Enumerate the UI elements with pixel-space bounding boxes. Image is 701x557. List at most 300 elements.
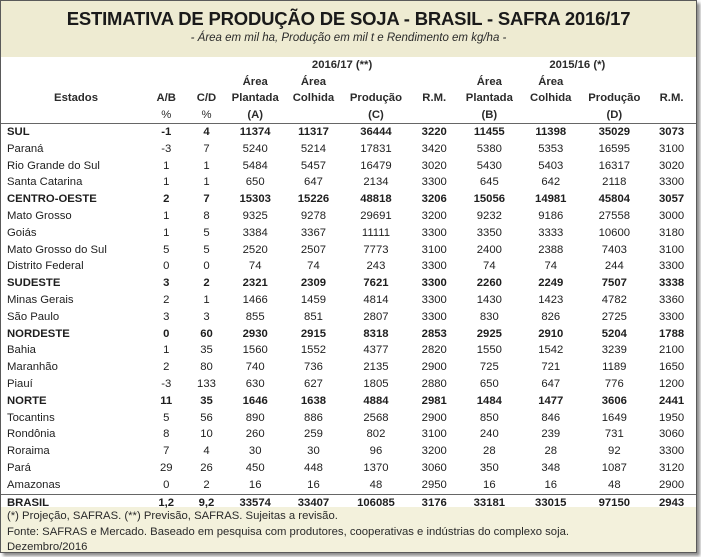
cell-rm: 2853 (421, 327, 447, 340)
table-body (1, 124, 696, 512)
cell-ap2: 1430 (476, 293, 502, 306)
state-name: NORTE (7, 394, 47, 407)
cell-ac: 1459 (300, 293, 327, 306)
header-prev-plantada-sym: (B) (459, 106, 520, 124)
cell-ac: 627 (304, 377, 323, 390)
cell-ac: 5457 (300, 159, 327, 172)
title-block (1, 1, 696, 57)
cell-cd: 10 (200, 428, 213, 441)
cell-pr: 16479 (360, 159, 392, 172)
cell-ap: 2930 (242, 327, 268, 340)
header-colhida-prev: Colhida (530, 92, 572, 104)
cell-cd: 3 (203, 310, 210, 323)
state-name: Mato Grosso do Sul (7, 243, 107, 256)
cell-pr: 36444 (360, 126, 392, 138)
header-rm-prev: R.M. (659, 92, 684, 104)
cell-rm: 3206 (421, 193, 447, 206)
cell-ap2: 2925 (476, 327, 502, 340)
cell-ap: 260 (245, 428, 265, 441)
cell-ap2: 3350 (476, 226, 502, 239)
cell-pr: 96 (369, 445, 383, 458)
cell-ac2: 9186 (538, 209, 564, 222)
cell-pr2: 1189 (602, 361, 627, 374)
cell-ac2: 2910 (538, 327, 564, 340)
cell-ab: 1 (163, 159, 170, 172)
cell-pr: 4884 (363, 394, 389, 407)
region-row (1, 393, 696, 410)
cell-pr2: 45804 (598, 193, 631, 206)
table-row (1, 258, 696, 275)
cell-rm2: 3300 (659, 260, 685, 273)
cell-pr: 29691 (360, 209, 392, 222)
cell-rm: 3300 (421, 310, 447, 323)
cell-ab: 5 (163, 411, 170, 424)
cell-ab: 7 (163, 445, 170, 458)
cell-ap2: 830 (479, 310, 499, 323)
footnotes (1, 507, 696, 553)
cell-ac2: 642 (541, 176, 561, 189)
cell-ac: 647 (304, 176, 323, 189)
cell-ap: 3384 (242, 226, 268, 239)
cell-ac2: 239 (541, 428, 561, 441)
cell-pr: 2134 (363, 176, 389, 189)
cell-ap: 855 (245, 310, 265, 323)
cell-ac: 16 (307, 478, 320, 491)
cell-ac: 736 (304, 361, 323, 374)
cell-ac2: 846 (541, 411, 561, 424)
cell-ap: 650 (245, 176, 265, 189)
cell-pr2: 2725 (601, 310, 627, 323)
state-name: Minas Gerais (7, 293, 74, 306)
cell-ap2: 1484 (476, 394, 502, 407)
cell-rm2: 2441 (659, 394, 685, 407)
cell-pr: 243 (366, 260, 386, 273)
cell-ap: 630 (245, 377, 265, 390)
cell-rm2: 1950 (659, 411, 685, 424)
header-producao-prev: Produção (588, 92, 641, 104)
cell-pr: 802 (366, 428, 386, 441)
cell-ap: 11374 (239, 126, 271, 138)
state-name: Rio Grande do Sul (7, 159, 100, 172)
cell-ac: 33407 (285, 494, 342, 511)
cell-rm2: 2100 (659, 344, 685, 357)
cell-ac2: 5403 (538, 159, 564, 172)
cell-ap: 2520 (242, 243, 268, 256)
cell-rm: 3300 (421, 277, 447, 290)
cell-rm2: 3300 (659, 176, 685, 189)
table-row (1, 242, 696, 259)
cell-ac2: 2388 (538, 243, 564, 256)
cell-rm: 3200 (421, 445, 447, 458)
cell-ac: 886 (304, 411, 323, 424)
group-header-current: 2016/17 (**) (311, 59, 373, 71)
cell-ap2: 15056 (473, 193, 506, 206)
state-name: Tocantins (7, 411, 55, 424)
cell-pr: 8318 (363, 327, 389, 340)
cell-ap: 1466 (242, 293, 268, 306)
cell-ap: 9325 (242, 209, 268, 222)
cell-ab: 3 (163, 277, 170, 290)
cell-ap: 16 (248, 478, 262, 491)
cell-pr2: 16595 (598, 142, 631, 155)
cell-rm: 3220 (421, 126, 447, 138)
cell-rm2: 3120 (659, 461, 685, 474)
cell-cd: 35 (200, 344, 213, 357)
cell-ac2: 2249 (538, 277, 564, 290)
cell-cd: 5 (203, 226, 210, 239)
cell-cd: 80 (200, 361, 213, 374)
cell-ab: 1,2 (145, 494, 187, 511)
cell-ap: 5484 (242, 159, 268, 172)
cell-pr2: 5204 (601, 327, 627, 340)
cell-ap: 2321 (242, 277, 268, 290)
cell-cd: 1 (203, 293, 210, 306)
cell-cd: 1 (203, 176, 210, 189)
cell-ap2: 645 (479, 176, 499, 189)
header-producao-sym: (C) (342, 106, 410, 124)
table-header (1, 57, 696, 124)
cell-ab: 8 (163, 428, 170, 441)
header-estados: Estados (54, 92, 98, 104)
cell-rm: 2820 (421, 344, 447, 357)
cell-ap: 450 (245, 461, 265, 474)
cell-ap2: 2400 (476, 243, 502, 256)
cell-ac: 5214 (300, 142, 327, 155)
cell-ac2: 1542 (538, 344, 564, 357)
cell-ap2: 2260 (476, 277, 502, 290)
header-empty (1, 57, 145, 74)
cell-cd: 2 (203, 478, 210, 491)
cell-ap2: 74 (483, 260, 496, 273)
cell-pr2: 16317 (598, 159, 631, 172)
region-row (1, 191, 696, 208)
header-rm: R.M. (422, 92, 447, 104)
cell-ap2: 650 (479, 377, 499, 390)
cell-cd: 60 (200, 327, 213, 340)
cell-cd: 7 (203, 142, 210, 155)
cell-rm2: 3020 (659, 159, 685, 172)
cell-ac2: 647 (541, 377, 561, 390)
header-plantada-prev: Plantada (465, 92, 513, 104)
cell-rm: 3300 (421, 176, 447, 189)
cell-ap2: 350 (479, 461, 499, 474)
cell-ab: 3 (163, 310, 170, 323)
region-row (1, 326, 696, 343)
cell-cd: 4 (203, 445, 210, 458)
table-row (1, 426, 696, 443)
header-ab-unit: % (145, 106, 187, 124)
cell-pr: 7773 (363, 243, 389, 256)
cell-ap2: 240 (479, 428, 499, 441)
cell-ab: -1 (161, 126, 172, 138)
cell-rm: 3060 (421, 461, 447, 474)
cell-rm: 3300 (421, 260, 447, 273)
cell-cd: 26 (200, 461, 213, 474)
header-colhida: Colhida (292, 92, 335, 104)
header-area-word: Área (476, 76, 502, 88)
table-row (1, 158, 696, 175)
header-producao: Produção (349, 92, 402, 104)
cell-rm: 3300 (421, 293, 447, 306)
table-row (1, 174, 696, 191)
cell-rm2: 1788 (659, 327, 685, 340)
cell-rm2: 1200 (659, 377, 685, 390)
cell-ac: 15226 (297, 193, 330, 206)
cell-pr2: 2118 (602, 176, 627, 189)
cell-pr2: 1087 (601, 461, 627, 474)
cell-ac2: 1477 (538, 394, 564, 407)
state-name: Roraima (7, 445, 50, 458)
cell-pr: 48 (369, 478, 383, 491)
state-name: BRASIL (1, 494, 145, 511)
cell-ab: 0 (163, 260, 170, 273)
state-name: CENTRO-OESTE (7, 193, 97, 206)
cell-cd: 1 (203, 159, 210, 172)
state-name: Santa Catarina (7, 176, 83, 189)
cell-ap2: 5430 (476, 159, 502, 172)
header-cd-unit: % (187, 106, 225, 124)
cell-ac: 30 (307, 445, 320, 458)
cell-ac2: 14981 (535, 193, 567, 206)
cell-rm: 3100 (421, 428, 447, 441)
cell-pr: 4814 (363, 293, 389, 306)
state-name: Paraná (7, 142, 44, 155)
cell-pr2: 3606 (601, 394, 627, 407)
state-name: Mato Grosso (7, 209, 72, 222)
header-ab: A/B (156, 92, 176, 104)
cell-ac: 2915 (300, 327, 327, 340)
cell-pr2: 10600 (598, 226, 631, 239)
cell-ab: 1 (163, 176, 170, 189)
cell-cd: 7 (203, 193, 210, 206)
cell-cd: 0 (203, 260, 210, 273)
cell-ap2: 725 (479, 361, 499, 374)
cell-cd: 4 (203, 126, 210, 138)
table-row (1, 477, 696, 494)
cell-rm: 3176 (410, 494, 459, 511)
cell-ap: 5240 (242, 142, 268, 155)
cell-ap2: 11455 (473, 126, 505, 138)
table-row (1, 141, 696, 158)
header-plantada-sym: (A) (226, 106, 285, 124)
cell-pr2: 27558 (598, 209, 631, 222)
state-name: NORDESTE (7, 327, 70, 340)
state-name: Bahia (7, 344, 36, 357)
header-area-word: Área (242, 76, 268, 88)
header-area-word: Área (300, 76, 327, 88)
cell-cd: 35 (200, 394, 213, 407)
cell-ac2: 721 (541, 361, 561, 374)
cell-pr: 106085 (342, 494, 410, 511)
cell-pr2: 97150 (581, 494, 647, 511)
group-header-previous: 2015/16 (*) (549, 59, 606, 71)
cell-rm: 3200 (421, 209, 447, 222)
cell-ab: 29 (159, 461, 173, 474)
cell-rm2: 1650 (659, 361, 685, 374)
cell-ab: 2 (163, 361, 170, 374)
cell-pr: 1805 (363, 377, 389, 390)
cell-pr: 1370 (363, 461, 389, 474)
footnote-date: Dezembro/2016 (7, 541, 88, 553)
cell-ap2: 9232 (476, 209, 502, 222)
cell-pr: 2807 (363, 310, 389, 323)
cell-ac: 11317 (298, 126, 329, 138)
cell-ap2: 33181 (459, 494, 520, 511)
state-name: SUL (7, 126, 30, 138)
cell-pr: 2135 (363, 361, 389, 374)
cell-rm2: 3100 (659, 243, 685, 256)
cell-ac2: 33015 (520, 494, 581, 511)
cell-rm2: 3300 (659, 310, 685, 323)
cell-ac: 1552 (300, 344, 327, 357)
cell-ab: 2 (163, 193, 170, 206)
cell-rm: 2900 (421, 361, 447, 374)
cell-rm2: 3180 (659, 226, 685, 239)
cell-pr: 11111 (361, 226, 390, 239)
state-name: SUDESTE (7, 277, 61, 290)
table-area (1, 57, 696, 507)
cell-cd: 133 (197, 377, 216, 390)
cell-ac2: 5353 (538, 142, 564, 155)
cell-ap: 1560 (242, 344, 268, 357)
cell-ap2: 5380 (476, 142, 502, 155)
header-prev-producao-sym: (D) (581, 106, 647, 124)
state-name: Rondônia (7, 428, 56, 441)
cell-ap2: 28 (483, 445, 496, 458)
table-row (1, 410, 696, 427)
cell-rm2: 3100 (659, 142, 685, 155)
cell-ap2: 1550 (476, 344, 502, 357)
cell-ab: 0 (163, 478, 170, 491)
cell-ab: 1 (163, 209, 170, 222)
cell-cd: 2 (203, 277, 210, 290)
cell-rm2: 2943 (647, 494, 696, 511)
cell-rm2: 3073 (659, 126, 685, 138)
cell-ab: -3 (161, 142, 172, 155)
footnote-projection: (*) Projeção, SAFRAS. (**) Previsão, SAFRAS. Sujeitas a revisão. (7, 510, 338, 522)
table-row (1, 208, 696, 225)
cell-pr2: 48 (608, 478, 621, 491)
cell-rm2: 3060 (659, 428, 685, 441)
state-name: Pará (7, 461, 31, 474)
state-name: São Paulo (7, 310, 60, 323)
cell-pr2: 776 (604, 377, 624, 390)
cell-rm: 2981 (421, 394, 447, 407)
cell-rm: 3420 (421, 142, 447, 155)
soy-production-table (1, 57, 696, 511)
cell-ap: 30 (248, 445, 262, 458)
cell-ac: 3367 (300, 226, 327, 239)
table-row (1, 359, 696, 376)
cell-ab: 1 (163, 226, 170, 239)
cell-ac2: 11398 (535, 126, 567, 138)
total-row (1, 494, 696, 511)
cell-ab: 0 (163, 327, 170, 340)
region-row (1, 275, 696, 292)
header-cd: C/D (196, 92, 217, 104)
cell-ab: 11 (160, 394, 173, 407)
cell-cd: 9,2 (187, 494, 225, 511)
cell-ac2: 16 (544, 478, 558, 491)
cell-rm2: 3057 (659, 193, 685, 206)
cell-cd: 56 (200, 411, 213, 424)
cell-pr2: 7507 (601, 277, 627, 290)
cell-ac2: 348 (541, 461, 561, 474)
cell-cd: 5 (203, 243, 210, 256)
cell-ac2: 3333 (538, 226, 564, 239)
table-row (1, 460, 696, 477)
cell-ac: 1638 (300, 394, 327, 407)
cell-pr2: 731 (604, 428, 624, 441)
state-name: Goiás (7, 226, 37, 239)
cell-ap: 740 (245, 361, 265, 374)
cell-ap: 33574 (226, 494, 285, 511)
cell-pr: 48818 (360, 193, 392, 206)
cell-ab: -3 (161, 377, 172, 390)
cell-rm2: 3360 (659, 293, 685, 306)
cell-ac2: 1423 (538, 293, 564, 306)
cell-rm2: 2900 (659, 478, 685, 491)
cell-ac: 9278 (300, 209, 327, 222)
cell-rm: 3020 (421, 159, 447, 172)
table-row (1, 309, 696, 326)
cell-pr2: 7403 (601, 243, 627, 256)
cell-ac: 448 (304, 461, 323, 474)
cell-pr2: 3239 (601, 344, 627, 357)
cell-pr: 7621 (363, 277, 389, 290)
cell-pr: 4377 (363, 344, 389, 357)
cell-pr2: 92 (608, 445, 621, 458)
cell-ac2: 74 (544, 260, 558, 273)
cell-ac2: 826 (541, 310, 561, 323)
cell-ac2: 28 (544, 445, 558, 458)
cell-ab: 1 (163, 344, 170, 357)
cell-ac: 2507 (300, 243, 327, 256)
cell-ac: 74 (307, 260, 320, 273)
cell-pr2: 1649 (601, 411, 627, 424)
region-row (1, 124, 696, 141)
header-area-word: Área (538, 76, 564, 88)
cell-ap2: 16 (483, 478, 496, 491)
cell-rm: 3100 (421, 243, 447, 256)
cell-ap: 1646 (242, 394, 268, 407)
table-row (1, 376, 696, 393)
cell-ac: 259 (304, 428, 323, 441)
cell-pr: 17831 (360, 142, 392, 155)
header-plantada: Plantada (231, 92, 279, 104)
cell-ap: 890 (245, 411, 265, 424)
cell-ap: 74 (248, 260, 262, 273)
page-title: ESTIMATIVA DE PRODUÇÃO DE SOJA - BRASIL - SAFRA 2016/17 (66, 8, 631, 29)
cell-rm: 3300 (421, 226, 447, 239)
cell-ab: 5 (163, 243, 170, 256)
cell-rm2: 3300 (659, 445, 685, 458)
cell-rm2: 3338 (659, 277, 685, 290)
cell-ap2: 850 (479, 411, 499, 424)
footnote-source: Fonte: SAFRAS e Mercado. Baseado em pesquisa com produtores, cooperativas e indústrias do complexo soja. (7, 525, 569, 538)
cell-ab: 2 (163, 293, 170, 306)
cell-pr2: 4782 (601, 293, 627, 306)
table-row (1, 443, 696, 460)
cell-pr: 2568 (363, 411, 389, 424)
cell-ap: 15303 (239, 193, 271, 206)
table-row (1, 292, 696, 309)
page-subtitle: - Área em mil ha, Produção em mil t e Rendimento em kg/ha - (190, 32, 507, 44)
table-row (1, 225, 696, 242)
cell-rm: 2950 (421, 478, 447, 491)
cell-rm2: 3000 (659, 209, 685, 222)
state-name: Piauí (7, 377, 33, 390)
